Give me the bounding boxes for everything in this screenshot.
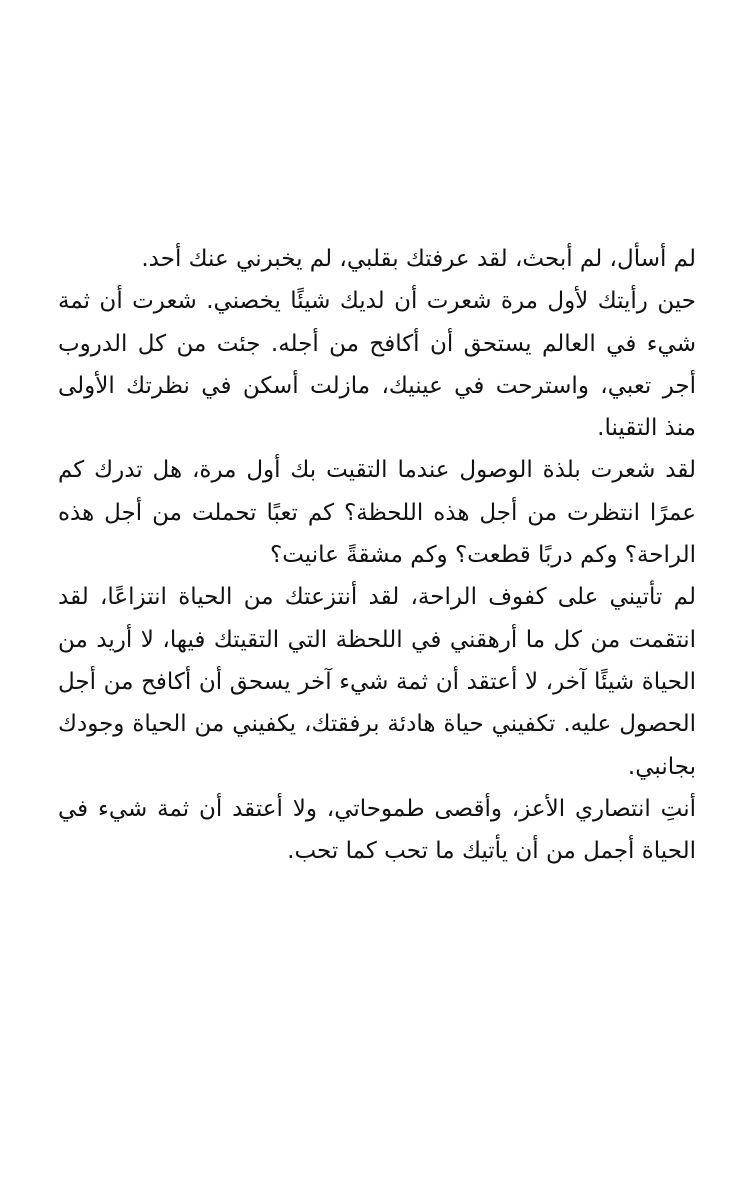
paragraph-2: حين رأيتك لأول مرة شعرت أن لديك شيئًا يخصني. شعرت أن ثمة شيء في العالم يستحق أن أكافح من أجله. جئت من كل الدروب أجر تعبي، واسترحت في عينيك، مازلت أسكن في نظرتك الأولى منذ التقينا. — [58, 288, 696, 442]
paragraph-5: أنتِ انتصاري الأعز، وأقصى طموحاتي، ولا أعتقد أن ثمة شيء في الحياة أجمل من أن يأتيك ما تحب كما تحب. — [58, 795, 696, 865]
paragraph-3: لقد شعرت بلذة الوصول عندما التقيت بك أول مرة، هل تدرك كم عمرًا انتظرت من أجل هذه اللحظة؟ كم تعبًا تحملت من أجل هذه الراحة؟ وكم دربًا قطعت؟ وكم مشقةً عانيت؟ — [58, 457, 696, 569]
paragraph-4: لم تأتيني على كفوف الراحة، لقد أنتزعتك من الحياة انتزاعًا، لقد انتقمت من كل ما أرهقني في اللحظة التي التقيتك فيها، لا أريد من الحياة شيئًا آخر، لا أعتقد أن ثمة شيء آخر يسحق أن أكافح من أجل الحصول عليه. تكفيني حياة هادئة برفقتك، يكفيني من الحياة وجودك بجانبي. — [58, 584, 696, 780]
paragraph-1: لم أسأل، لم أبحث، لقد عرفتك بقلبي، لم يخبرني عنك أحد. — [141, 246, 696, 272]
text-content — [58, 238, 696, 872]
